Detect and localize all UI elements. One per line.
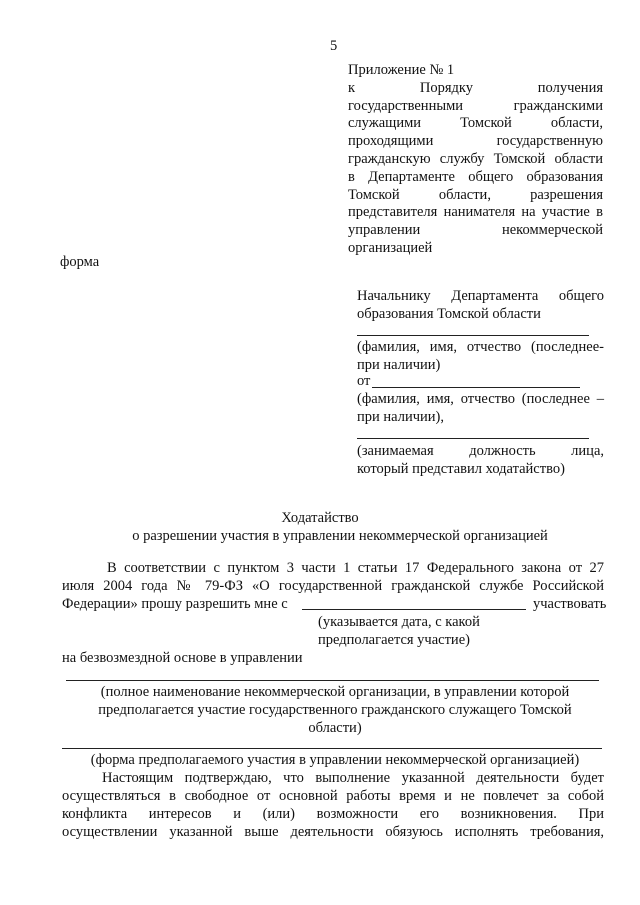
organization-blank-line[interactable] <box>66 680 599 681</box>
body-line: осуществляться в свободное от основной работы время и не повлечет за собой <box>62 788 604 804</box>
name-blank-line[interactable] <box>357 335 589 336</box>
appendix-line: гражданскую службу Томской области <box>348 150 603 167</box>
position-blank-line[interactable] <box>357 438 589 439</box>
page-number: 5 <box>330 38 338 54</box>
from-blank-line[interactable] <box>372 387 580 388</box>
appendix-block <box>348 62 603 258</box>
organization-hint: предполагается участие государственного гражданского служащего Томской <box>98 702 572 718</box>
hint-text: при наличии), <box>357 408 444 425</box>
body-line: на безвозмездной основе в управлении <box>62 650 303 666</box>
date-blank-line[interactable] <box>302 609 526 610</box>
addressee-line: образования Томской области <box>357 306 541 322</box>
document-subtitle: о разрешении участия в управлении некоммерческой организацией <box>132 528 548 544</box>
participation-form-blank-line[interactable] <box>62 748 602 749</box>
participation-form-hint: (форма предполагаемого участия в управлении некоммерческой организацией) <box>90 752 580 768</box>
appendix-line: представителя нанимателя на участие в <box>348 204 603 221</box>
hint-text: который представил ходатайство) <box>357 461 565 477</box>
appendix-line: служащими Томской области, <box>348 115 603 132</box>
body-line: Федерации» прошу разрешить мне с <box>62 596 288 612</box>
hint-text: (фамилия, имя, отчество (последнее- <box>357 339 604 355</box>
date-hint: (указывается дата, с какой <box>318 614 480 630</box>
appendix-line: проходящими государственную <box>348 133 603 150</box>
position-hint <box>357 442 604 478</box>
hint-text: при наличии) <box>357 356 441 373</box>
date-hint: предполагается участие) <box>318 632 470 648</box>
appendix-line: управлении некоммерческой <box>348 222 603 239</box>
appendix-line: Приложение № 1 <box>348 62 455 78</box>
body-line: Настоящим подтверждаю, что выполнение указанной деятельности будет <box>102 770 604 786</box>
appendix-line: Томской области, разрешения <box>348 186 603 203</box>
addressee-block <box>357 287 604 323</box>
body-line: участвовать <box>533 596 607 612</box>
appendix-line: к Порядку получения <box>348 79 603 96</box>
addressee-line: Начальнику Департамента общего <box>357 288 604 304</box>
name-hint <box>357 339 604 374</box>
body-line: В соответствии с пунктом 3 части 1 статьи 17 Федерального закона от 27 <box>107 560 604 576</box>
body-line: июля 2004 года № 79-ФЗ «О государственной гражданской службе Российской <box>62 578 604 594</box>
hint-text: (фамилия, имя, отчество (последнее – <box>357 391 604 407</box>
appendix-line: государственными гражданскими <box>348 97 603 114</box>
hint-text: (занимаемая должность лица, <box>357 443 604 459</box>
appendix-line: в Департаменте общего образования <box>348 168 603 185</box>
body-line: конфликта интересов и (или) возможности его возникновения. При <box>62 806 604 822</box>
form-label: форма <box>60 254 100 270</box>
organization-hint: области) <box>308 720 362 736</box>
organization-hint: (полное наименование некоммерческой организации, в управлении которой <box>100 684 570 700</box>
body-line: осуществлении указанной выше деятельности обязуюсь исполнять требования, <box>62 824 604 840</box>
from-hint <box>357 391 604 426</box>
document-title: Ходатайство <box>281 510 359 526</box>
appendix-line: организацией <box>348 239 433 256</box>
from-label: от <box>357 373 371 389</box>
